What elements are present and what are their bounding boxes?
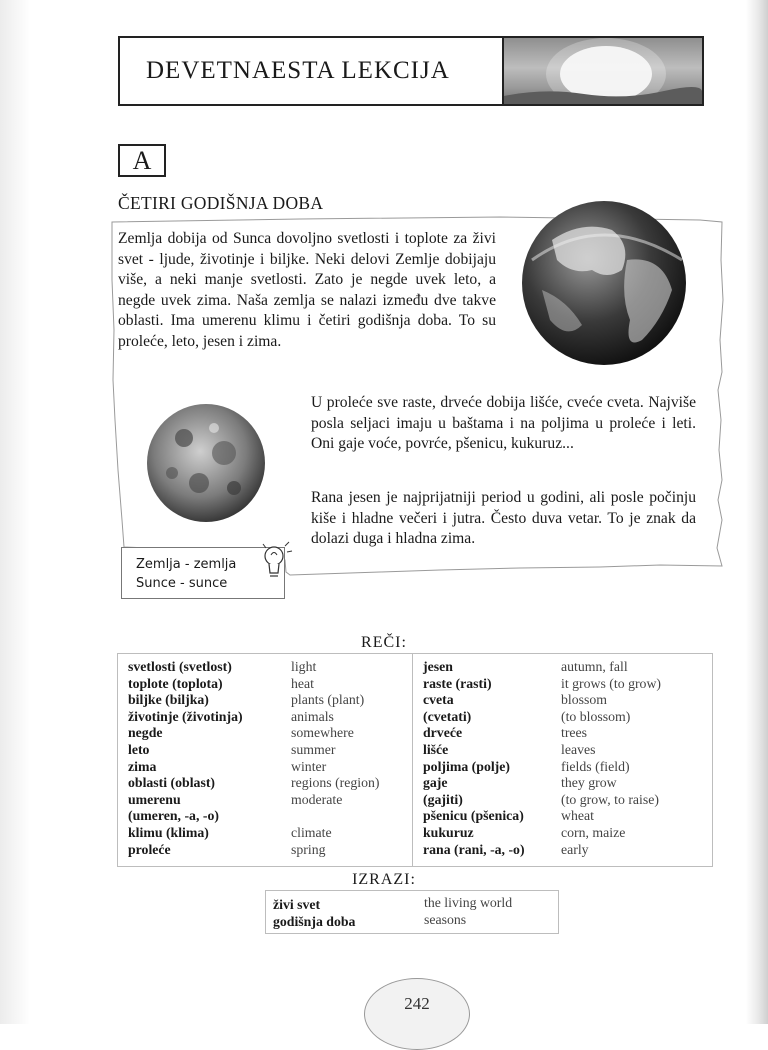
vocabulary-divider [412,654,413,866]
vocab-serbian-word: leto [128,741,150,757]
vocab-serbian-word: negde [128,725,163,741]
vocabulary-table [117,653,713,867]
vocabulary-title: REČI: [361,634,407,651]
vocab-serbian-word: toplote (toplota) [128,675,223,691]
vocab-english-translation: wheat [561,808,594,824]
vocab-english-translation: light [291,659,317,674]
vocab-serbian-word: cveta [423,692,454,708]
vocab-english-translation: early [561,841,589,857]
intro-paragraph: Zemlja dobija od Sunca dovoljno svetlosti i toplote za živi svet - ljude, životinje i biljke. Neki delovi Zemlje dobijaju više, a neki manje svetlosti. Zato je negde uvek leto, a negde uvek zima. Naša zemlja se nalazi između dve takve oblasti. Ima umerenu klimu i četiri godišnja doba. To su proleće, leto, jesen i zima. [118,230,496,350]
vocab-serbian-word: gaje [423,775,448,791]
vocab-english-translation: corn, maize [561,824,626,840]
phrase-english: seasons [424,911,467,927]
section-letter-box: A [118,144,166,177]
phrase-english: the living world [424,895,513,910]
page-number: 242 [404,994,430,1013]
vocab-english-translation: animals [291,708,334,724]
vocab-serbian-word: svetlosti (svetlost) [128,659,232,674]
phrase-serbian: živi svet [273,897,321,912]
vocab-english-translation: spring [291,841,326,857]
vocab-serbian-word: kukuruz [423,824,474,840]
vocab-english-column-2 [561,659,661,858]
vocab-english-column-1 [291,659,380,858]
vocab-english-translation: blossom [561,692,607,708]
phrases-english-column [424,895,512,928]
vocab-serbian-word: lišće [423,741,449,757]
spring-paragraph: U proleće sve raste, drveće dobija lišće, cveće cveta. Najviše posla seljaci imaju u baštama i na poljima u proleće i leti. Oni gaje voće, povrće, pšenicu, kukuruz... [311,394,696,453]
vocab-english-translation: autumn, fall [561,659,628,674]
vocab-serbian-word: rana (rani, -a, -o) [423,841,525,857]
vocab-serbian-word: proleće [128,841,171,857]
vocab-english-translation: (to blossom) [561,708,631,724]
vocab-english-translation: heat [291,675,314,691]
vocab-english-translation: it grows (to grow) [561,675,662,691]
vocab-english-translation: plants (plant) [291,692,365,708]
phrases-table [265,890,559,934]
vocab-serbian-word: životinje (životinja) [128,708,243,724]
phrases-serbian-column [273,897,355,930]
vocab-english-translation: (to grow, to raise) [561,791,659,807]
vocab-serbian-word: oblasti (oblast) [128,775,216,791]
lesson-header [118,36,704,106]
vocab-serbian-word: pšenicu (pšenica) [423,808,524,824]
phrase-serbian: godišnja doba [273,913,356,929]
vocab-english-translation: winter [291,758,327,774]
vocab-serbian-word: (umeren, -a, -o) [128,808,219,824]
lightbulb-icon [259,540,293,584]
vocab-serbian-column-1 [128,659,243,858]
vocab-english-translation: climate [291,824,332,840]
sunset-image [504,38,702,104]
page-number-tab [364,978,470,1050]
vocab-serbian-word: (cvetati) [423,708,472,724]
vocab-english-translation: moderate [291,791,343,807]
vocab-english-translation [291,808,380,825]
autumn-paragraph: Rana jesen je najprijatniji period u godini, ali posle počinju kiše i hladne večeri i jutra. Često duva vetar. To je znak da dolazi duga i hladna zima. [311,489,696,548]
note-line-zemlja: Zemlja - zemlja [136,557,237,572]
vocab-serbian-word: poljima (polje) [423,758,510,774]
vocab-serbian-word: jesen [423,659,453,674]
vocab-serbian-word: biljke (biljka) [128,692,209,708]
vocab-serbian-word: zima [128,758,157,774]
vocab-english-translation: fields (field) [561,758,630,774]
vocab-english-translation: leaves [561,741,596,757]
section-heading: ČETIRI GODIŠNJA DOBA [118,193,324,213]
planet-image [144,403,268,523]
phrases-title: IZRAZI: [352,871,416,888]
vocab-serbian-column-2 [423,659,525,858]
vocab-serbian-word: raste (rasti) [423,675,492,691]
vocab-serbian-word: klimu (klima) [128,824,209,840]
lesson-title: DEVETNAESTA LEKCIJA [120,38,504,104]
note-line-sunce: Sunce - sunce [136,576,228,591]
vocab-serbian-word: umerenu [128,791,181,807]
vocab-english-translation: regions (region) [291,775,380,791]
vocab-serbian-word: (gajiti) [423,791,463,807]
vocab-english-translation: summer [291,741,336,757]
vocab-english-translation: trees [561,725,588,741]
vocab-english-translation: they grow [561,775,617,791]
vocab-serbian-word: drveće [423,725,463,741]
earth-globe-image [512,200,692,366]
vocab-english-translation: somewhere [291,725,354,741]
